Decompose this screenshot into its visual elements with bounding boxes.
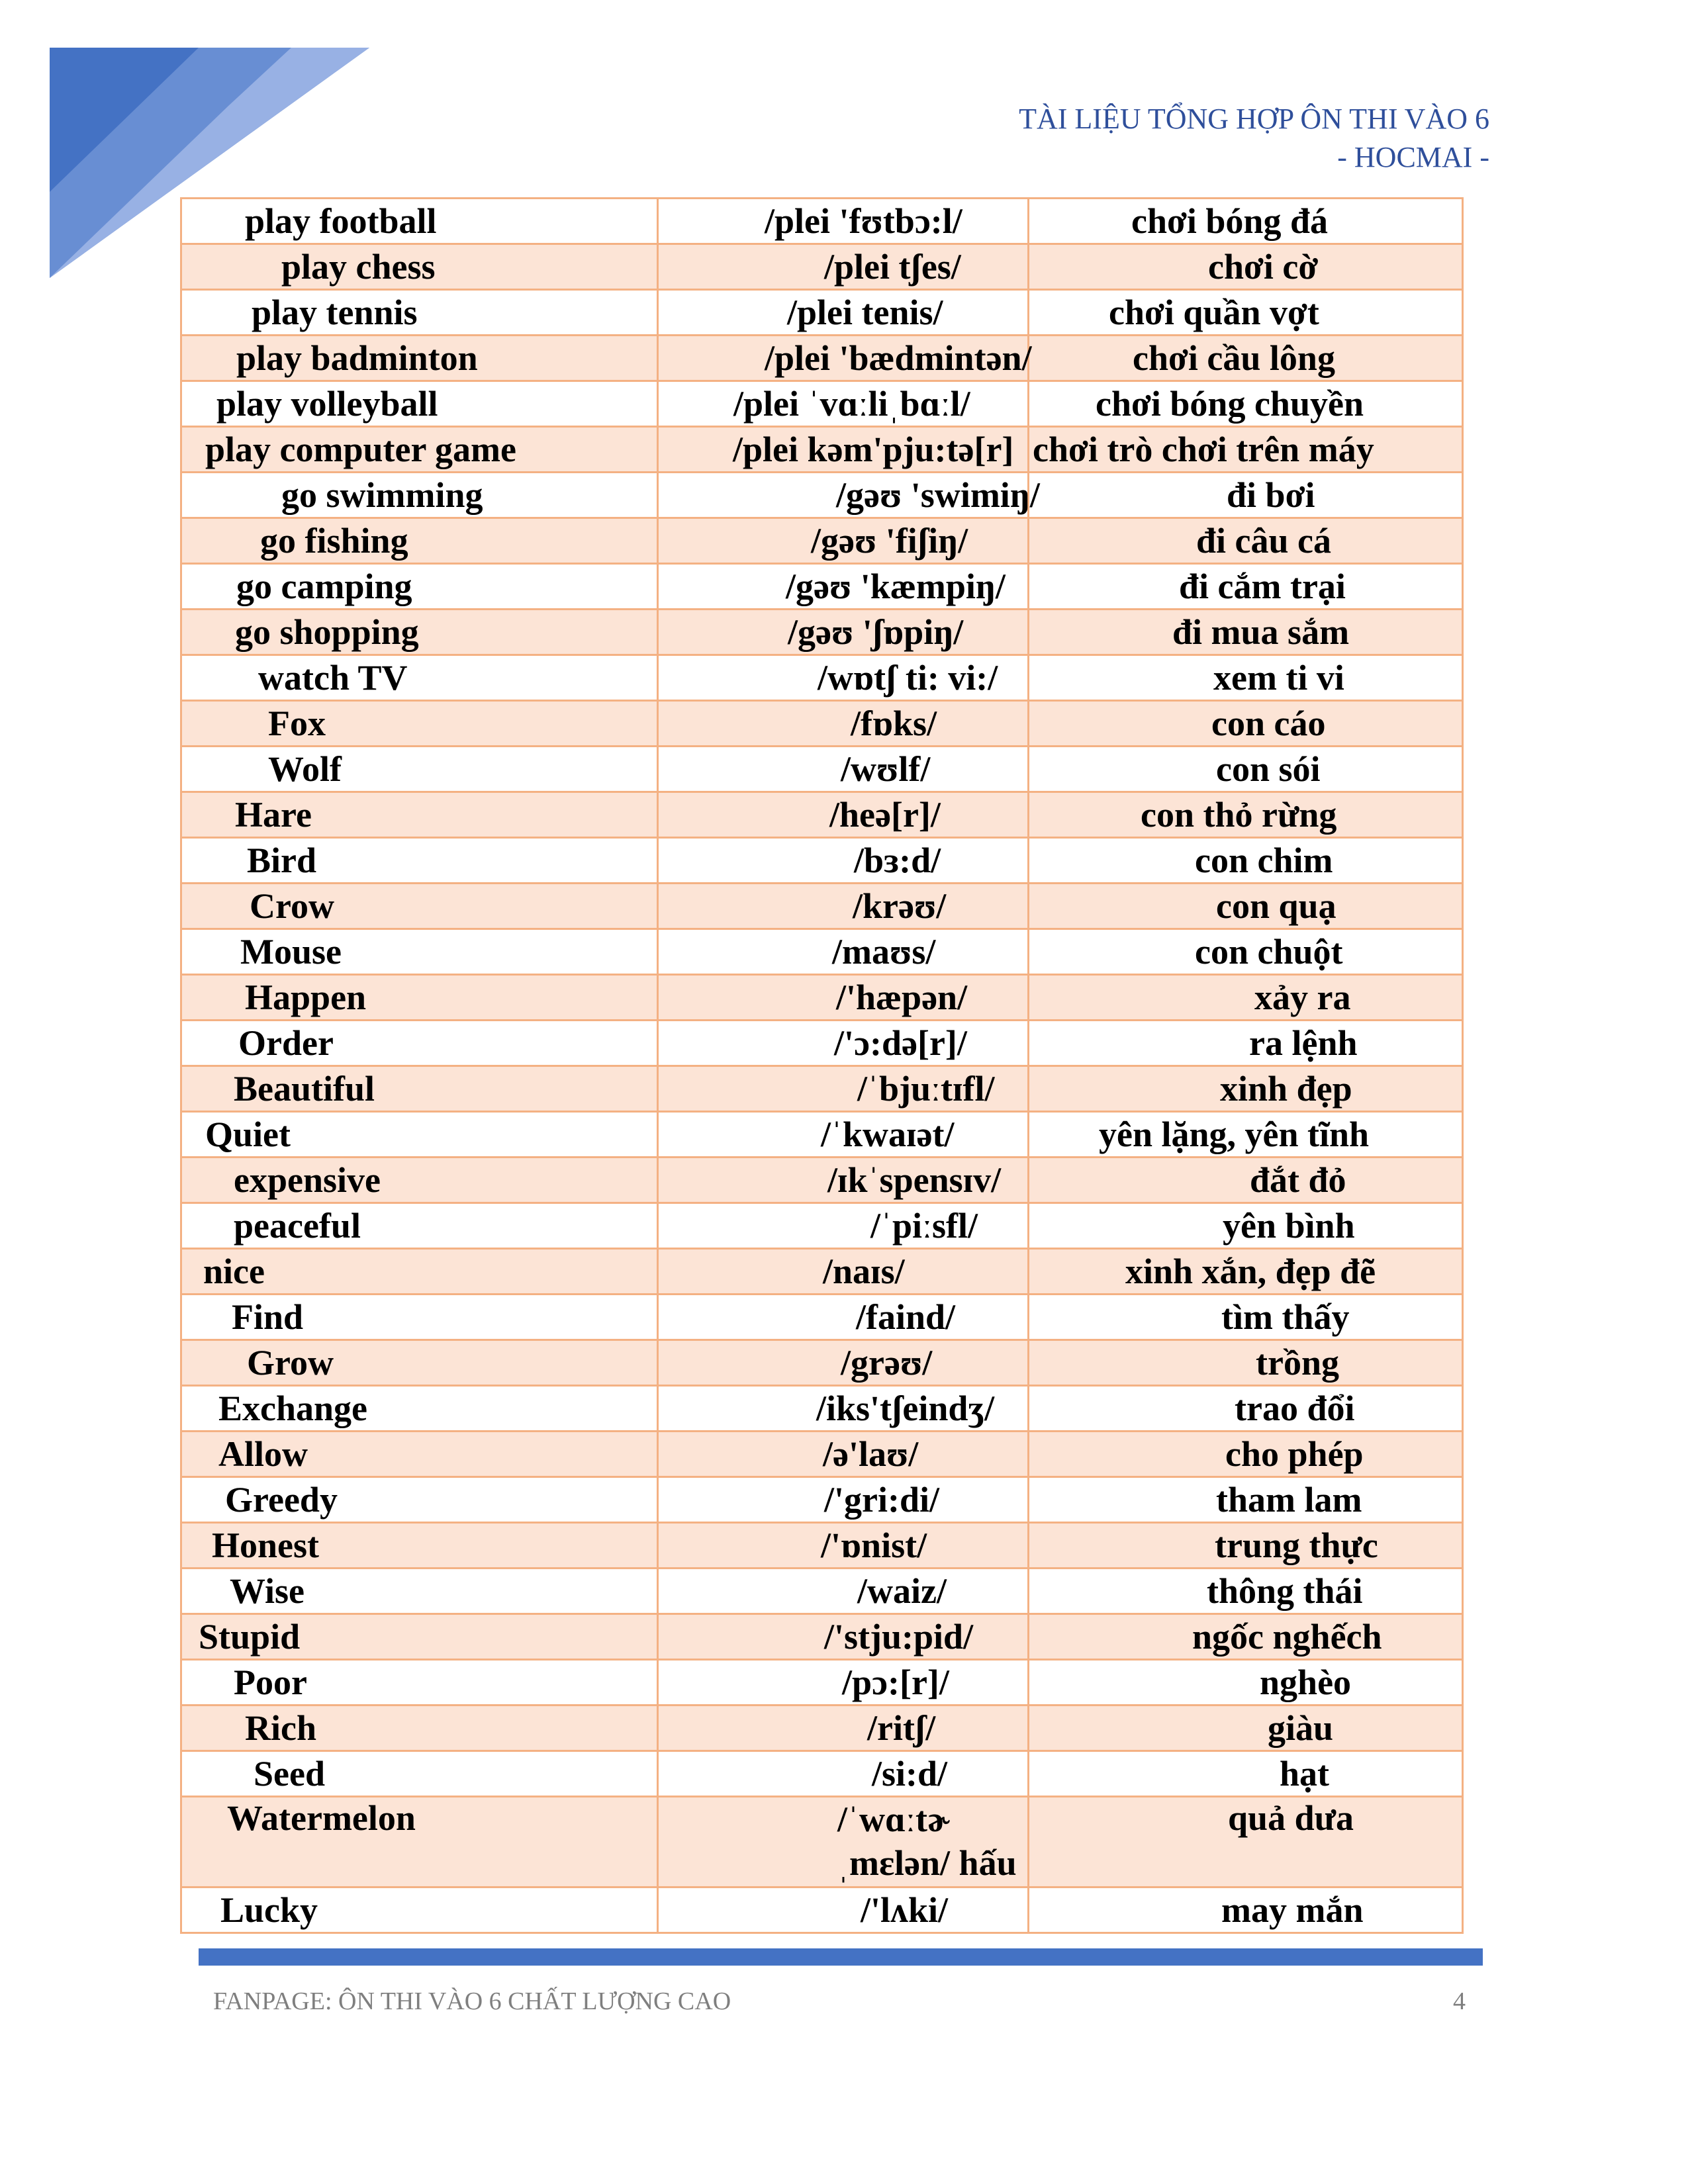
word-cell: Wolf <box>181 747 658 792</box>
meaning-cell: quả dưa <box>1029 1797 1463 1888</box>
meaning-cell: xinh xắn, đẹp đẽ <box>1029 1249 1463 1295</box>
table-row <box>181 381 1463 427</box>
word-cell: Watermelon <box>181 1797 658 1888</box>
ipa-cell: /maʊs/ <box>658 929 1029 975</box>
table-row <box>181 1021 1463 1066</box>
table-row <box>181 1432 1463 1477</box>
table-row <box>181 1386 1463 1432</box>
word-cell: Hare <box>181 792 658 838</box>
table-row <box>181 1066 1463 1112</box>
vocabulary-table <box>180 197 1464 1934</box>
ipa-cell: /'hæpən/ <box>658 975 1029 1021</box>
word-cell: Wise <box>181 1569 658 1614</box>
table-row <box>181 1249 1463 1295</box>
table-row <box>181 336 1463 381</box>
word-cell: Beautiful <box>181 1066 658 1112</box>
ipa-cell: /plei tenis/ <box>658 290 1029 336</box>
ipa-cell: /ritʃ/ <box>658 1706 1029 1751</box>
meaning-cell: thông thái <box>1029 1569 1463 1614</box>
ipa-cell: /fɒks/ <box>658 701 1029 747</box>
table-row <box>181 1158 1463 1203</box>
meaning-cell: trao đổi <box>1029 1386 1463 1432</box>
word-cell: Allow <box>181 1432 658 1477</box>
word-cell: Mouse <box>181 929 658 975</box>
word-cell: go camping <box>181 564 658 610</box>
meaning-cell: xảy ra <box>1029 975 1463 1021</box>
meaning-cell: con quạ <box>1029 884 1463 929</box>
header-title: TÀI LIỆU TỔNG HỢP ÔN THI VÀO 6 <box>1019 103 1489 135</box>
ipa-cell: /wɒtʃ ti: vi:/ <box>658 655 1029 701</box>
table-row <box>181 929 1463 975</box>
table-row <box>181 518 1463 564</box>
table-row <box>181 884 1463 929</box>
ipa-cell: /gəʊ 'kæmpiŋ/ <box>658 564 1029 610</box>
table-row <box>181 1569 1463 1614</box>
meaning-cell: đi cắm trại <box>1029 564 1463 610</box>
word-cell: play chess <box>181 244 658 290</box>
ipa-cell: /krəʊ/ <box>658 884 1029 929</box>
meaning-cell: tìm thấy <box>1029 1295 1463 1340</box>
ipa-cell: /waiz/ <box>658 1569 1029 1614</box>
table-row <box>181 747 1463 792</box>
meaning-cell: yên lặng, yên tĩnh <box>1029 1112 1463 1158</box>
ipa-cell: /plei 'fʊtbɔ:l/ <box>658 199 1029 244</box>
meaning-cell: xem ti vi <box>1029 655 1463 701</box>
word-cell: peaceful <box>181 1203 658 1249</box>
word-cell: Happen <box>181 975 658 1021</box>
table-row <box>181 1295 1463 1340</box>
word-cell: Fox <box>181 701 658 747</box>
table-row <box>181 1888 1463 1933</box>
meaning-cell: hạt <box>1029 1751 1463 1797</box>
word-cell: nice <box>181 1249 658 1295</box>
ipa-cell: /grəʊ/ <box>658 1340 1029 1386</box>
meaning-cell: giàu <box>1029 1706 1463 1751</box>
ipa-cell: /gəʊ 'swimiŋ/ <box>658 473 1029 518</box>
ipa-cell: /'gri:di/ <box>658 1477 1029 1523</box>
word-cell: Poor <box>181 1660 658 1706</box>
meaning-cell: ra lệnh <box>1029 1021 1463 1066</box>
ipa-cell: /heə[r]/ <box>658 792 1029 838</box>
meaning-cell: nghèo <box>1029 1660 1463 1706</box>
meaning-cell: cho phép <box>1029 1432 1463 1477</box>
word-cell: go swimming <box>181 473 658 518</box>
footer-fanpage: FANPAGE: ÔN THI VÀO 6 CHẤT LƯỢNG CAO <box>213 1987 731 2015</box>
meaning-cell: yên bình <box>1029 1203 1463 1249</box>
table-row <box>181 199 1463 244</box>
ipa-cell: /ɪkˈspensɪv/ <box>658 1158 1029 1203</box>
word-cell: Rich <box>181 1706 658 1751</box>
ipa-cell: /si:d/ <box>658 1751 1029 1797</box>
word-cell: go shopping <box>181 610 658 655</box>
word-cell: Greedy <box>181 1477 658 1523</box>
footer-rule <box>199 1948 1483 1966</box>
meaning-cell: trồng <box>1029 1340 1463 1386</box>
ipa-cell: /plei kəm'pju:tə[r] <box>658 427 1029 473</box>
ipa-cell: /ə'laʊ/ <box>658 1432 1029 1477</box>
word-cell: Stupid <box>181 1614 658 1660</box>
table-row <box>181 1706 1463 1751</box>
table-row <box>181 1660 1463 1706</box>
meaning-cell: chơi trò chơi trên máy <box>1029 427 1463 473</box>
word-cell: play tennis <box>181 290 658 336</box>
word-cell: Find <box>181 1295 658 1340</box>
meaning-cell: trung thực <box>1029 1523 1463 1569</box>
word-cell: Grow <box>181 1340 658 1386</box>
table-row <box>181 792 1463 838</box>
ipa-cell: /wʊlf/ <box>658 747 1029 792</box>
table-row <box>181 701 1463 747</box>
meaning-cell: đi bơi <box>1029 473 1463 518</box>
ipa-cell: /'ɔ:də[r]/ <box>658 1021 1029 1066</box>
meaning-cell: chơi cầu lông <box>1029 336 1463 381</box>
meaning-cell: ngốc nghếch <box>1029 1614 1463 1660</box>
word-cell: Bird <box>181 838 658 884</box>
table-row <box>181 838 1463 884</box>
table-row <box>181 610 1463 655</box>
meaning-cell: may mắn <box>1029 1888 1463 1933</box>
ipa-cell: /plei tʃes/ <box>658 244 1029 290</box>
meaning-cell: con thỏ rừng <box>1029 792 1463 838</box>
meaning-cell: con chuột <box>1029 929 1463 975</box>
table-row <box>181 1203 1463 1249</box>
ipa-cell: /gəʊ 'fiʃiŋ/ <box>658 518 1029 564</box>
ipa-cell: /naɪs/ <box>658 1249 1029 1295</box>
meaning-cell: tham lam <box>1029 1477 1463 1523</box>
table-row <box>181 1614 1463 1660</box>
table-row <box>181 1112 1463 1158</box>
table-row <box>181 1523 1463 1569</box>
word-cell: Crow <box>181 884 658 929</box>
ipa-cell: /bɜ:d/ <box>658 838 1029 884</box>
word-cell: Order <box>181 1021 658 1066</box>
word-cell: Honest <box>181 1523 658 1569</box>
ipa-cell: /ˈkwaɪət/ <box>658 1112 1029 1158</box>
meaning-cell: đi câu cá <box>1029 518 1463 564</box>
table-row <box>181 975 1463 1021</box>
meaning-cell: xinh đẹp <box>1029 1066 1463 1112</box>
ipa-cell: /ˈwɑːtɚˌmɛlən/ hấu <box>658 1797 1029 1888</box>
ipa-cell: /iks'tʃeindʒ/ <box>658 1386 1029 1432</box>
meaning-cell: con chim <box>1029 838 1463 884</box>
ipa-cell: /plei ˈvɑːliˌbɑːl/ <box>658 381 1029 427</box>
header-subtitle: - HOCMAI - <box>1337 141 1489 173</box>
ipa-cell: /faind/ <box>658 1295 1029 1340</box>
ipa-cell: /'ɒnist/ <box>658 1523 1029 1569</box>
word-cell: watch TV <box>181 655 658 701</box>
ipa-cell: /pɔ:[r]/ <box>658 1660 1029 1706</box>
table-row <box>181 1340 1463 1386</box>
table-row <box>181 1797 1463 1888</box>
ipa-cell: /ˈbjuːtɪfl/ <box>658 1066 1029 1112</box>
word-cell: expensive <box>181 1158 658 1203</box>
meaning-cell: con sói <box>1029 747 1463 792</box>
meaning-cell: đắt đỏ <box>1029 1158 1463 1203</box>
ipa-cell: /'stju:pid/ <box>658 1614 1029 1660</box>
word-cell: play football <box>181 199 658 244</box>
table-row <box>181 427 1463 473</box>
word-cell: play volleyball <box>181 381 658 427</box>
word-cell: Exchange <box>181 1386 658 1432</box>
table-row <box>181 473 1463 518</box>
table-row <box>181 1751 1463 1797</box>
word-cell: Seed <box>181 1751 658 1797</box>
table-row <box>181 290 1463 336</box>
meaning-cell: con cáo <box>1029 701 1463 747</box>
table-row <box>181 564 1463 610</box>
ipa-cell: /'lʌki/ <box>658 1888 1029 1933</box>
meaning-cell: đi mua sắm <box>1029 610 1463 655</box>
word-cell: Quiet <box>181 1112 658 1158</box>
meaning-cell: chơi bóng đá <box>1029 199 1463 244</box>
meaning-cell: chơi cờ <box>1029 244 1463 290</box>
table-row <box>181 655 1463 701</box>
word-cell: Lucky <box>181 1888 658 1933</box>
ipa-cell: /gəʊ 'ʃɒpiŋ/ <box>658 610 1029 655</box>
ipa-cell: /ˈpiːsfl/ <box>658 1203 1029 1249</box>
ipa-cell: /plei 'bædmintən/ <box>658 336 1029 381</box>
page-number: 4 <box>1453 1987 1466 2015</box>
table-row <box>181 244 1463 290</box>
meaning-cell: chơi bóng chuyền <box>1029 381 1463 427</box>
word-cell: play badminton <box>181 336 658 381</box>
meaning-cell: chơi quần vợt <box>1029 290 1463 336</box>
word-cell: go fishing <box>181 518 658 564</box>
table-row <box>181 1477 1463 1523</box>
word-cell: play computer game <box>181 427 658 473</box>
